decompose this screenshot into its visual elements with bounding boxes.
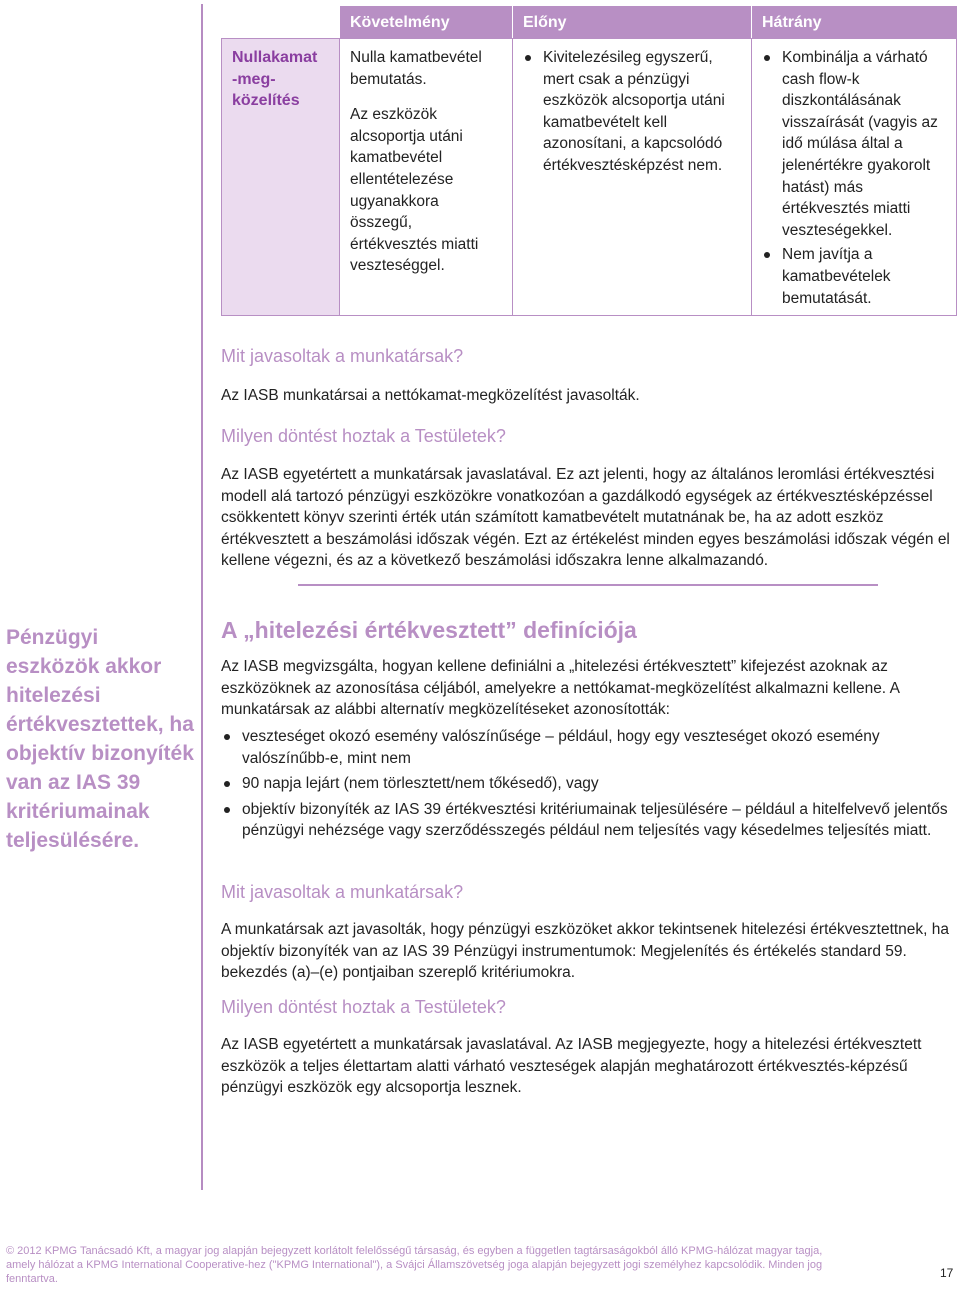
comparison-table (221, 6, 957, 316)
table-header-row (222, 7, 957, 39)
table-corner (222, 7, 340, 39)
advantage-item: Kivitelezésileg egyszerű, mert csak a pénzügyi eszközök alcsoportja utáni kamatbevételt kell azonosítani, a kapcsolódó értékvesztésképzést nem. (523, 47, 741, 177)
row-heading: Nullakamat -meg- közelítés (222, 39, 340, 316)
approach-list (221, 726, 956, 846)
header-disadvantage: Hátrány (752, 7, 957, 39)
question-heading: Milyen döntést hoztak a Testületek? (221, 426, 506, 446)
answer-paragraph: A munkatársak azt javasolták, hogy pénzügyi eszközöket akkor tekintsenek hitelezési értékvesztettnek, ha objektív bizonyíték van az IAS 39 Pénzügyi instrumentumok: Megjelenítés és értékelés standard 59. bekezdés (a)–(e) pontjaiban szereplő kritériumokra. (221, 921, 950, 982)
list-item: objektív bizonyíték az IAS 39 értékvesztési kritériumainak teljesülésére – például a hitelfelvevő jelentős pénzügyi nehézsége vagy szerződésszegés például nem teljesítés vagy késedelmes teljesítés miatt. (221, 799, 956, 842)
answer-paragraph: Az IASB egyetértett a munkatársak javaslatával. Ez azt jelenti, hogy az általános leromlási értékvesztési modell alá tartozó pénzügyi eszközökre vonatkozóan a gazdálkodó egységek az értékvesztésképzéssel csökkentett könyv szerinti érték után számított kamatbevételt mutatnának be, ha az adott eszköz értékvesztett a beszámolási időszak végén. Ezt az értékelést minden egyes beszámolási időszak végén el kellene végezni, és az a következő beszámolási időszakra lenne alkalmazandó. (221, 466, 950, 570)
sidebar-pull-quote: Pénzügyi eszközök akkor hitelezési értékvesztettek, ha objektív bizonyíték van az IAS 39 kritériumainak teljesülésére. (6, 626, 194, 852)
requirement-cell (340, 39, 513, 316)
disadvantage-item: Kombinálja a várható cash flow-k diszkontálásának visszaírását (vagyis az idő múlása által a jelenértékre gyakorolt hatást) más értékvesztés miatti veszteségekkel. (762, 47, 946, 241)
page-number: 17 (940, 1266, 954, 1280)
copyright-footer: © 2012 KPMG Tanácsadó Kft, a magyar jog alapján bejegyzett korlátolt felelősségű társaság, és egyben a független tagtársaságokból álló KPMG-hálózat magyar tagja, amely hálózat a KPMG International Cooperative-hez ("KPMG International"), a Svájci Államszövetség joga alapján bejegyzett jogi személyhez kapcsolódik. Minden jog fenntartva. (6, 1245, 823, 1285)
answer-paragraph: Az IASB munkatársai a nettókamat-megközelítést javasolták. (221, 387, 640, 404)
requirement-text: Nulla kamatbevétel bemutatás. (350, 49, 482, 88)
header-requirement: Követelmény (340, 7, 513, 39)
disadvantage-item: Nem javítja a kamatbevételek bemutatását. (762, 244, 946, 309)
table-row (222, 39, 957, 316)
section-divider (298, 584, 878, 586)
header-advantage: Előny (513, 7, 752, 39)
list-item: veszteséget okozó esemény valószínűsége – például, hogy egy veszteséget okozó esemény valószínűbb-e, mint nem (221, 726, 956, 769)
left-margin-rule (201, 4, 203, 1190)
advantage-cell (513, 39, 752, 316)
requirement-text: Az eszközök alcsoportja utáni kamatbevétel ellentételezése ugyanakkora összegű, értékvesztés miatti veszteséggel. (350, 106, 479, 275)
question-heading: Mit javasoltak a munkatársak? (221, 882, 464, 902)
question-heading: Milyen döntést hoztak a Testületek? (221, 997, 506, 1017)
answer-paragraph: Az IASB egyetértett a munkatársak javaslatával. Az IASB megjegyezte, hogy a hitelezési értékvesztett eszközök a teljes élettartam alatti várható veszteségek alapján meghatározott értékvesztés-képzésű pénzügyi eszközök egy alcsoportja lesznek. (221, 1036, 922, 1097)
section-title: A „hitelezési értékvesztett” definíciója (221, 617, 637, 643)
question-heading: Mit javasoltak a munkatársak? (221, 346, 464, 366)
intro-paragraph: Az IASB megvizsgálta, hogyan kellene definiálni a „hitelezési értékvesztett” kifejezést azoknak az eszközöknek az azonosítása céljából, amelyekre a nettókamat-megközelítést alkalmazni kellene. A munkatársak az alábbi alternatív megközelítéseket azonosították: (221, 658, 900, 719)
disadvantage-cell (752, 39, 957, 316)
list-item: 90 napja lejárt (nem törlesztett/nem tőkésedő), vagy (221, 773, 956, 795)
